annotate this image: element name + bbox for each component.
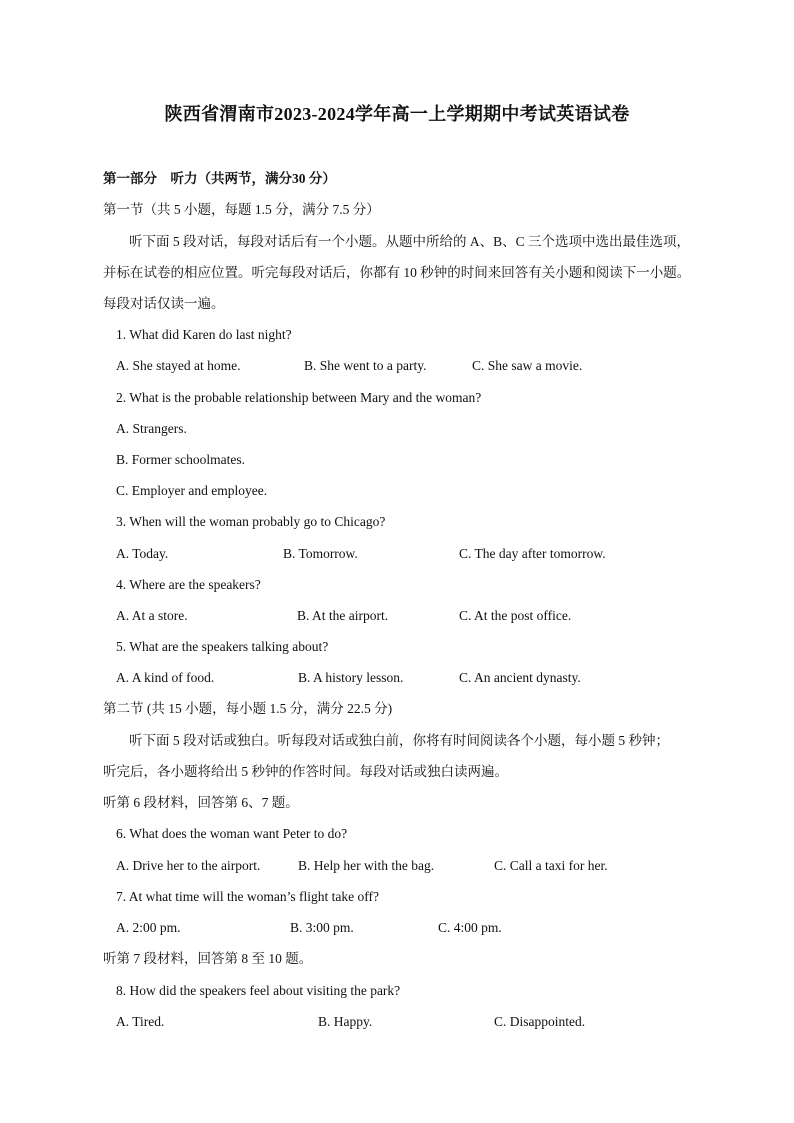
question-6: 6. What does the woman want Peter to do?: [116, 826, 348, 841]
question-7-option-b: B. 3:00 pm.: [290, 920, 354, 935]
question-2-option-b: B. Former schoolmates.: [116, 452, 245, 467]
question-4: 4. Where are the speakers?: [116, 577, 261, 592]
question-2-option-c: C. Employer and employee.: [116, 483, 268, 498]
question-7-option-c: C. 4:00 pm.: [438, 920, 502, 935]
section2-heading: 第二节 (共 15 小题，每小题 1.5 分，满分 22.5 分): [103, 701, 393, 716]
section2-instruction-line-1: 听下面 5 段对话或独白。听每段对话或独白前，你将有时间阅读各个小题，每小题 5 秒钟；: [129, 733, 669, 748]
question-6-option-a: A. Drive her to the airport.: [116, 858, 261, 873]
material-7-instruction: 听第 7 段材料，回答第 8 至 10 题。: [103, 951, 313, 966]
question-2: 2. What is the probable relationship between Mary and the woman?: [116, 390, 482, 405]
question-5: 5. What are the speakers talking about?: [116, 639, 329, 654]
question-8: 8. How did the speakers feel about visiting the park?: [116, 983, 401, 998]
section1-heading: 第一节（共 5 小题，每题 1.5 分，满分 7.5 分）: [103, 202, 380, 217]
question-3-option-a: A. Today.: [116, 546, 169, 561]
question-5-option-c: C. An ancient dynasty.: [459, 670, 581, 685]
question-4-option-c: C. At the post office.: [459, 608, 572, 623]
part1-heading: 第一部分 听力（共两节，满分30 分）: [103, 171, 336, 186]
question-4-option-a: A. At a store.: [116, 608, 188, 623]
section1-instruction-line-1: 听下面 5 段对话，每段对话后有一个小题。从题中所给的 A、B、C 三个选项中选出最佳选项，: [129, 234, 691, 249]
question-3: 3. When will the woman probably go to Chicago?: [116, 514, 386, 529]
question-6-option-b: B. Help her with the bag.: [298, 858, 435, 873]
question-8-option-a: A. Tired.: [116, 1014, 165, 1029]
material-6-instruction: 听第 6 段材料，回答第 6、7 题。: [103, 795, 299, 810]
question-4-option-b: B. At the airport.: [297, 608, 389, 623]
question-3-option-c: C. The day after tomorrow.: [459, 546, 606, 561]
question-3-option-b: B. Tomorrow.: [283, 546, 358, 561]
exam-title: 陕西省渭南市2023-2024学年高一上学期期中考试英语试卷: [164, 104, 630, 124]
question-1-option-c: C. She saw a movie.: [472, 358, 583, 373]
question-8-option-b: B. Happy.: [318, 1014, 373, 1029]
question-1: 1. What did Karen do last night?: [116, 327, 292, 342]
question-7: 7. At what time will the woman’s flight take off?: [116, 889, 379, 904]
question-1-option-a: A. She stayed at home.: [116, 358, 241, 373]
question-5-option-a: A. A kind of food.: [116, 670, 215, 685]
question-7-option-a: A. 2:00 pm.: [116, 920, 181, 935]
question-1-option-b: B. She went to a party.: [304, 358, 427, 373]
section1-instruction-line-2: 并标在试卷的相应位置。听完每段对话后，你都有 10 秒钟的时间来回答有关小题和阅读下一小题。: [103, 265, 691, 280]
question-6-option-c: C. Call a taxi for her.: [494, 858, 608, 873]
question-8-option-c: C. Disappointed.: [494, 1014, 586, 1029]
section1-instruction-line-3: 每段对话仅读一遍。: [103, 296, 225, 311]
question-5-option-b: B. A history lesson.: [298, 670, 404, 685]
section2-instruction-line-2: 听完后，各小题将给出 5 秒钟的作答时间。每段对话或独白读两遍。: [103, 764, 508, 779]
question-2-option-a: A. Strangers.: [116, 421, 187, 436]
